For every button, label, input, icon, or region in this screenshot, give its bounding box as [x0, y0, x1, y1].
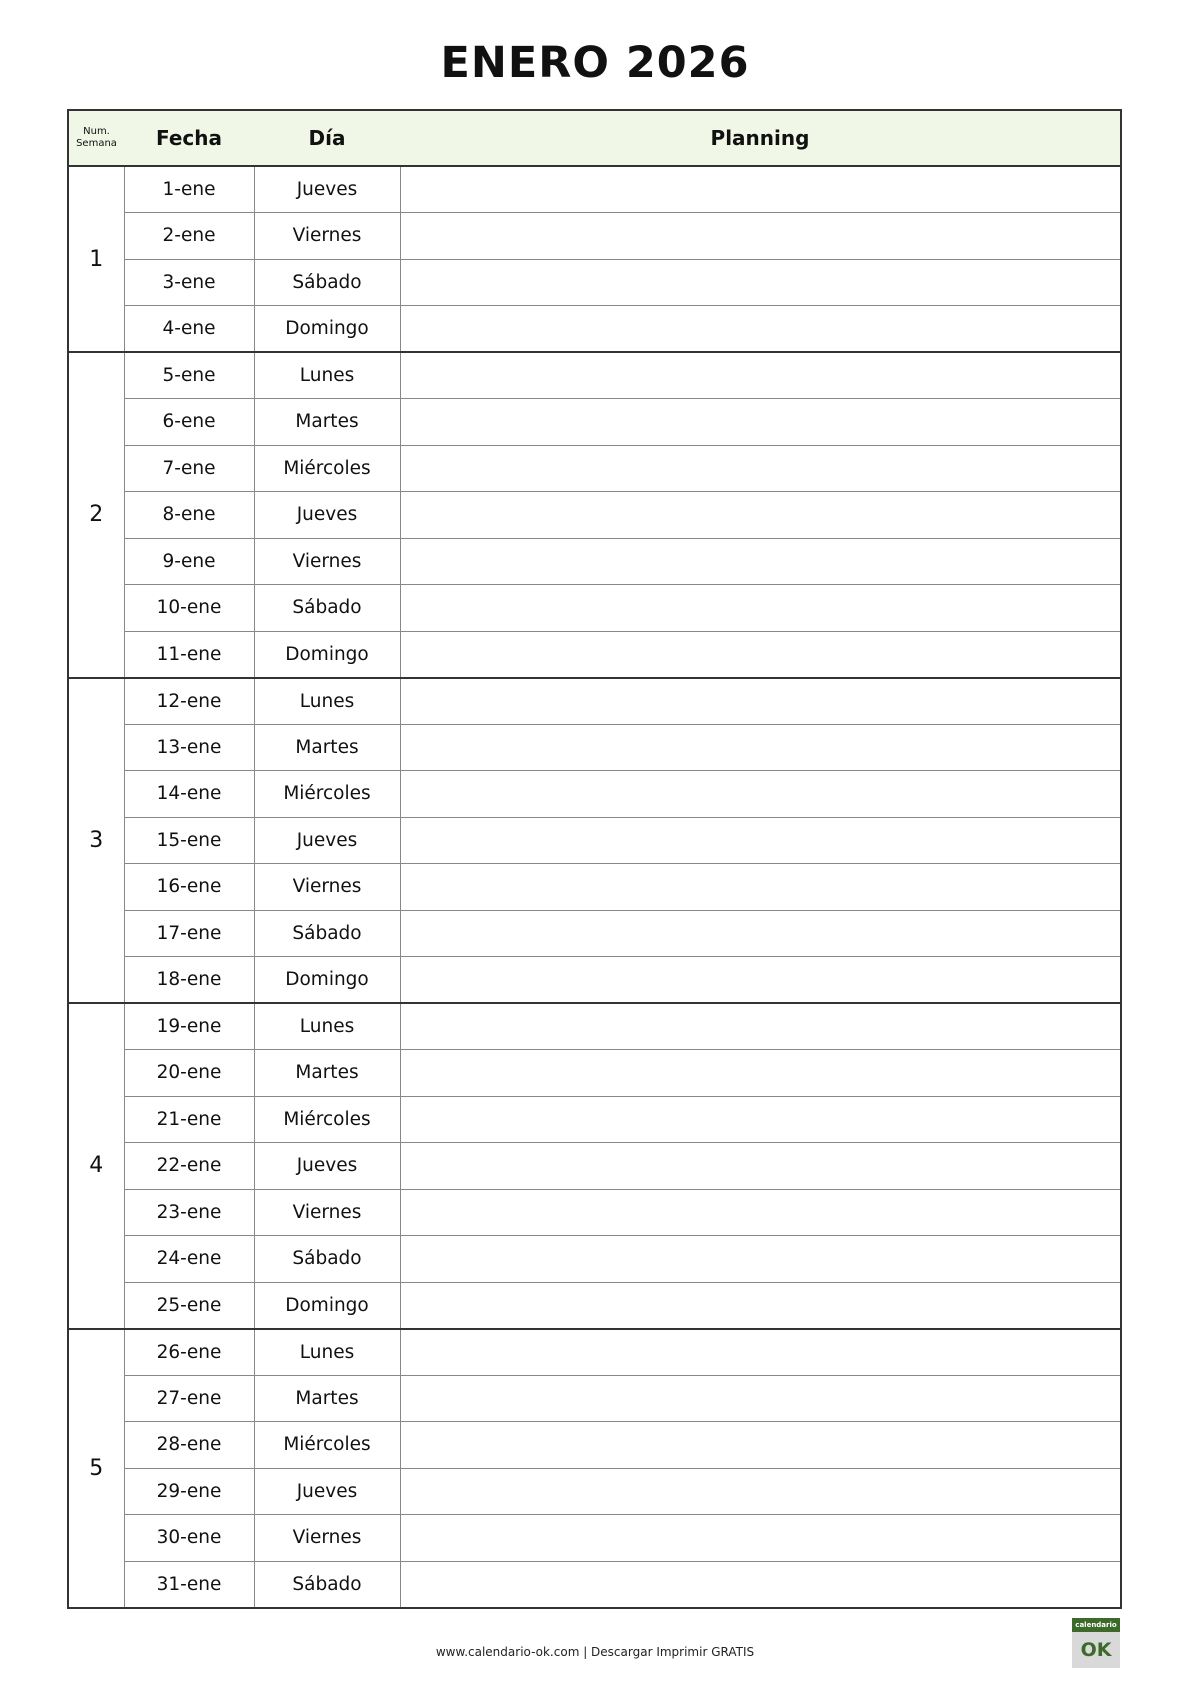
date-cell: 16-ene: [124, 864, 254, 911]
weekday-cell: Sábado: [254, 910, 400, 957]
planning-cell[interactable]: [400, 1050, 1121, 1097]
planning-cell[interactable]: [400, 1515, 1121, 1562]
planning-cell[interactable]: [400, 678, 1121, 725]
day-row: [68, 724, 1121, 771]
day-row: [68, 306, 1121, 353]
day-row: [68, 1422, 1121, 1469]
planning-cell[interactable]: [400, 259, 1121, 306]
weekday-cell: Lunes: [254, 1329, 400, 1376]
date-cell: 5-ene: [124, 352, 254, 399]
week-number: 4: [68, 1003, 124, 1329]
planning-cell[interactable]: [400, 213, 1121, 260]
day-row: [68, 399, 1121, 446]
date-cell: 29-ene: [124, 1468, 254, 1515]
footer-text: www.calendario-ok.com | Descargar Imprimir GRATIS: [435, 1645, 755, 1659]
planning-cell[interactable]: [400, 1468, 1121, 1515]
day-row: [68, 1282, 1121, 1329]
planning-cell[interactable]: [400, 1189, 1121, 1236]
date-cell: 11-ene: [124, 631, 254, 678]
date-cell: 26-ene: [124, 1329, 254, 1376]
day-row: [68, 492, 1121, 539]
weekday-cell: Miércoles: [254, 445, 400, 492]
planning-cell[interactable]: [400, 724, 1121, 771]
planning-cell[interactable]: [400, 910, 1121, 957]
day-row: [68, 1561, 1121, 1608]
planning-cell[interactable]: [400, 1329, 1121, 1376]
calendario-ok-logo: [1072, 1618, 1120, 1668]
calendar-body: [68, 166, 1121, 1608]
header-row: [68, 110, 1121, 166]
day-row: [68, 1329, 1121, 1376]
day-row: [68, 910, 1121, 957]
day-row: [68, 817, 1121, 864]
date-cell: 14-ene: [124, 771, 254, 818]
weekday-cell: Miércoles: [254, 1422, 400, 1469]
day-row: [68, 864, 1121, 911]
weekday-cell: Jueves: [254, 1468, 400, 1515]
weekday-cell: Miércoles: [254, 771, 400, 818]
day-row: [68, 957, 1121, 1004]
day-row: [68, 1375, 1121, 1422]
date-cell: 24-ene: [124, 1236, 254, 1283]
planning-cell[interactable]: [400, 864, 1121, 911]
date-cell: 31-ene: [124, 1561, 254, 1608]
weekday-cell: Jueves: [254, 817, 400, 864]
day-row: [68, 1515, 1121, 1562]
weekday-cell: Domingo: [254, 957, 400, 1004]
weekday-cell: Martes: [254, 724, 400, 771]
planning-cell[interactable]: [400, 399, 1121, 446]
planning-cell[interactable]: [400, 445, 1121, 492]
header-num-label: Num.: [83, 126, 110, 137]
weekday-cell: Martes: [254, 1375, 400, 1422]
weekday-cell: Viernes: [254, 1515, 400, 1562]
date-cell: 30-ene: [124, 1515, 254, 1562]
weekday-cell: Jueves: [254, 166, 400, 213]
weekday-cell: Domingo: [254, 306, 400, 353]
header-planning: Planning: [400, 110, 1121, 166]
header-fecha: Fecha: [124, 110, 254, 166]
day-row: [68, 1096, 1121, 1143]
planning-cell[interactable]: [400, 492, 1121, 539]
date-cell: 28-ene: [124, 1422, 254, 1469]
weekday-cell: Viernes: [254, 213, 400, 260]
day-row: [68, 1468, 1121, 1515]
day-row: [68, 678, 1121, 725]
header-semana-label: Semana: [76, 138, 117, 149]
weekday-cell: Lunes: [254, 678, 400, 725]
planning-cell[interactable]: [400, 631, 1121, 678]
date-cell: 25-ene: [124, 1282, 254, 1329]
day-row: [68, 538, 1121, 585]
date-cell: 7-ene: [124, 445, 254, 492]
weekday-cell: Sábado: [254, 1236, 400, 1283]
day-row: [68, 1143, 1121, 1190]
weekday-cell: Sábado: [254, 585, 400, 632]
planning-cell[interactable]: [400, 352, 1121, 399]
planning-cell[interactable]: [400, 771, 1121, 818]
weekday-cell: Viernes: [254, 864, 400, 911]
date-cell: 12-ene: [124, 678, 254, 725]
weekday-cell: Domingo: [254, 631, 400, 678]
day-row: [68, 1050, 1121, 1097]
date-cell: 15-ene: [124, 817, 254, 864]
day-row: [68, 1189, 1121, 1236]
date-cell: 13-ene: [124, 724, 254, 771]
date-cell: 10-ene: [124, 585, 254, 632]
day-row: [68, 166, 1121, 213]
date-cell: 8-ene: [124, 492, 254, 539]
weekday-cell: Martes: [254, 1050, 400, 1097]
planning-cell[interactable]: [400, 538, 1121, 585]
planning-cell[interactable]: [400, 1236, 1121, 1283]
date-cell: 19-ene: [124, 1003, 254, 1050]
planning-table: [67, 109, 1122, 1609]
day-row: [68, 352, 1121, 399]
weekday-cell: Sábado: [254, 1561, 400, 1608]
date-cell: 21-ene: [124, 1096, 254, 1143]
header-week-number: [68, 110, 124, 166]
planning-cell[interactable]: [400, 1096, 1121, 1143]
weekday-cell: Jueves: [254, 1143, 400, 1190]
planning-cell[interactable]: [400, 957, 1121, 1004]
weekday-cell: Miércoles: [254, 1096, 400, 1143]
planning-cell[interactable]: [400, 817, 1121, 864]
logo-top-text: calendario: [1072, 1618, 1120, 1632]
planning-cell[interactable]: [400, 1422, 1121, 1469]
day-row: [68, 1236, 1121, 1283]
planning-cell[interactable]: [400, 1003, 1121, 1050]
date-cell: 3-ene: [124, 259, 254, 306]
day-row: [68, 259, 1121, 306]
day-row: [68, 631, 1121, 678]
logo-bottom-text: OK: [1072, 1632, 1120, 1668]
weekday-cell: Viernes: [254, 538, 400, 585]
planning-cell[interactable]: [400, 1143, 1121, 1190]
weekday-cell: Viernes: [254, 1189, 400, 1236]
date-cell: 4-ene: [124, 306, 254, 353]
date-cell: 9-ene: [124, 538, 254, 585]
planning-cell[interactable]: [400, 166, 1121, 213]
header-dia: Día: [254, 110, 400, 166]
date-cell: 27-ene: [124, 1375, 254, 1422]
date-cell: 1-ene: [124, 166, 254, 213]
day-row: [68, 771, 1121, 818]
week-number: 1: [68, 166, 124, 352]
day-row: [68, 1003, 1121, 1050]
weekday-cell: Domingo: [254, 1282, 400, 1329]
day-row: [68, 213, 1121, 260]
date-cell: 23-ene: [124, 1189, 254, 1236]
weekday-cell: Sábado: [254, 259, 400, 306]
date-cell: 20-ene: [124, 1050, 254, 1097]
page-title: ENERO 2026: [440, 38, 750, 88]
planning-cell[interactable]: [400, 1375, 1121, 1422]
planning-cell[interactable]: [400, 306, 1121, 353]
week-number: 2: [68, 352, 124, 678]
date-cell: 6-ene: [124, 399, 254, 446]
day-row: [68, 585, 1121, 632]
weekday-cell: Jueves: [254, 492, 400, 539]
weekday-cell: Lunes: [254, 352, 400, 399]
planning-cell[interactable]: [400, 1282, 1121, 1329]
planning-cell[interactable]: [400, 1561, 1121, 1608]
weekday-cell: Martes: [254, 399, 400, 446]
date-cell: 18-ene: [124, 957, 254, 1004]
weekday-cell: Lunes: [254, 1003, 400, 1050]
week-number: 5: [89, 1455, 104, 1481]
date-cell: 22-ene: [124, 1143, 254, 1190]
week-number: 3: [68, 678, 124, 1004]
date-cell: 2-ene: [124, 213, 254, 260]
date-cell: 17-ene: [124, 910, 254, 957]
planning-cell[interactable]: [400, 585, 1121, 632]
day-row: [68, 445, 1121, 492]
